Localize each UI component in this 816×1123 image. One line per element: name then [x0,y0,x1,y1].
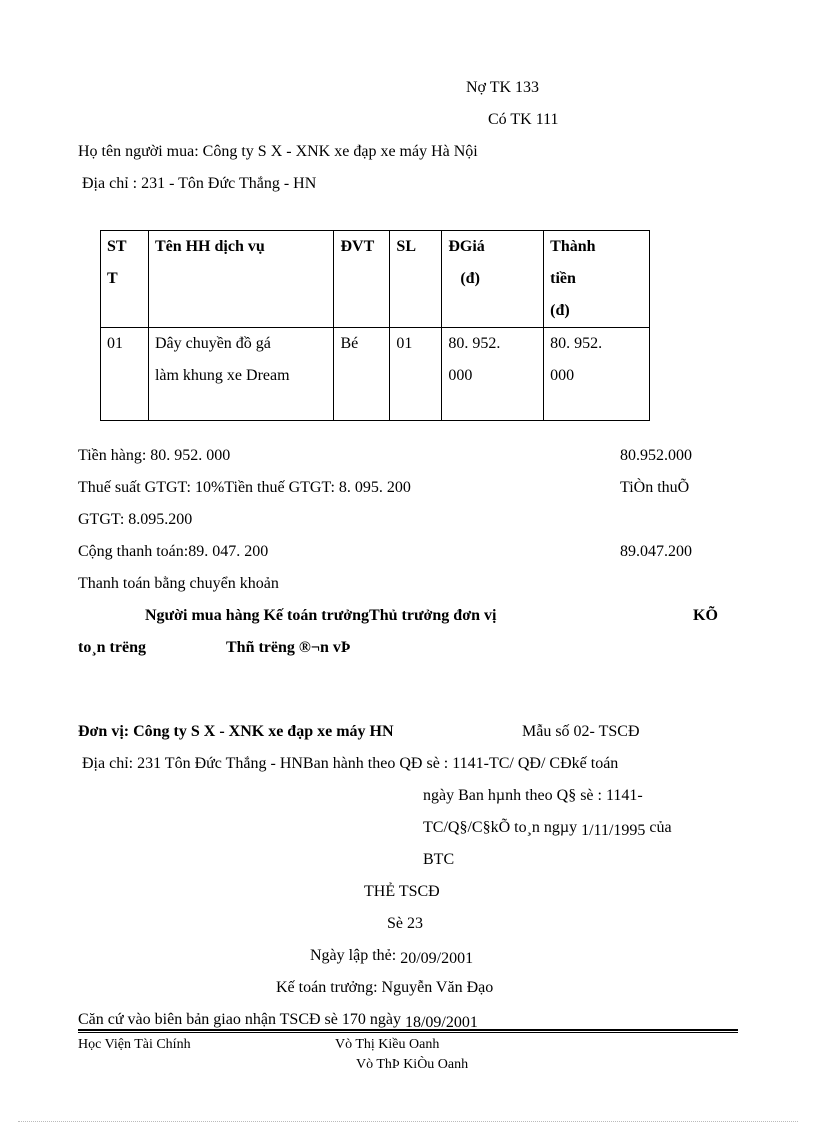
signature-garbled-right: KÕ [693,607,718,624]
header-stt [101,231,149,328]
buyer-address: Địa chỉ : 231 - Tôn Đức Thắng - HN [82,175,317,192]
total-payment: Cộng thanh toán:89. 047. 200 [78,543,269,560]
cell-name [148,328,334,421]
vat-right: TiÒn thuÕ [620,479,690,496]
header-stt-line2: T [107,270,118,287]
signature-garbled-a: to¸n trëng [78,639,146,656]
goods-amount-right: 80.952.000 [620,447,692,464]
goods-table [100,230,650,421]
header-stt-line1: ST [107,238,127,255]
card-issue-line1: ngày Ban hµnh theo Q§ sè : 1141- [423,787,643,804]
cell-unit: Bé [334,328,390,421]
footer-school: Học Viện Tài Chính [78,1037,191,1052]
cell-name-line1: Dây chuyền đồ gá [154,335,271,352]
header-total-line1: Thành [550,238,596,255]
header-total [544,231,650,328]
payment-method: Thanh toán bằng chuyển khoản [78,575,279,592]
card-unit: Đơn vị: Công ty S X - XNK xe đạp xe máy HN [78,723,394,740]
card-issue-text: TC/Q§/C§kÕ to¸n ngµy [423,819,578,836]
card-basis [78,1010,478,1030]
debit-account: Nợ TK 133 [466,79,540,96]
card-date-label: Ngày lập thẻ: [310,947,397,964]
card-issue-line3: BTC [423,851,455,868]
page-boundary [18,1121,798,1122]
card-form-number: Mẫu số 02- TSCĐ [522,723,640,740]
table-row [101,328,650,421]
card-address: Địa chỉ: 231 Tôn Đức Thắng - HNBan hành theo QĐ sè : 1141-TC/ QĐ/ CĐkế toán [82,755,619,772]
footer-divider [78,1029,738,1033]
footer-author-garbled: Vò ThÞ KiÒu Oanh [356,1057,469,1072]
card-number: Sè 23 [387,915,423,932]
cell-price [442,328,544,421]
header-name: Tên HH dịch vụ [148,231,334,328]
card-basis-date: 18/09/2001 [404,1014,478,1031]
cell-price-line2: 000 [448,367,473,384]
footer-author: Vò Thị Kiều Oanh [335,1037,440,1052]
card-issue-line2 [423,818,672,838]
total-payment-right: 89.047.200 [620,543,692,560]
cell-total [544,328,650,421]
header-price-line2: (đ) [460,270,480,287]
header-total-line3: (đ) [550,302,570,319]
vat-line: Thuế suất GTGT: 10%Tiền thuế GTGT: 8. 095. 200 [78,479,411,496]
card-accountant: Kế toán trưởng: Nguyễn Văn Đạo [276,979,494,996]
header-unit: ĐVT [334,231,390,328]
cell-qty: 01 [390,328,442,421]
card-issue-suffix: của [649,819,672,836]
header-price [442,231,544,328]
cell-total-line1: 80. 952. [550,335,603,352]
signature-garbled-b: Thñ trëng ®¬n vÞ [226,639,351,656]
card-title: THẺ TSCĐ [364,883,440,900]
vat-continued: GTGT: 8.095.200 [78,511,193,528]
card-issue-date: 1/11/1995 [581,822,646,839]
card-date [310,946,473,966]
goods-amount: Tiền hàng: 80. 952. 000 [78,447,231,464]
header-total-line2: tiền [550,270,576,287]
buyer-name: Họ tên người mua: Công ty S X - XNK xe đạp xe máy Hà Nội [78,143,478,160]
card-date-value: 20/09/2001 [400,950,474,967]
card-basis-text: Căn cứ vào biên bản giao nhận TSCĐ sè 170 ngày [78,1011,401,1028]
cell-name-line2: làm khung xe Dream [154,367,290,384]
cell-price-line1: 80. 952. [448,335,501,352]
header-qty: SL [390,231,442,328]
table-header-row [101,231,650,328]
cell-stt: 01 [101,328,149,421]
header-price-line1: ĐGiá [448,238,485,255]
cell-total-line2: 000 [550,367,575,384]
signature-titles: Người mua hàng Kế toán trưởngThủ trưởng đơn vị [145,607,497,624]
credit-account: Có TK 111 [488,111,559,128]
